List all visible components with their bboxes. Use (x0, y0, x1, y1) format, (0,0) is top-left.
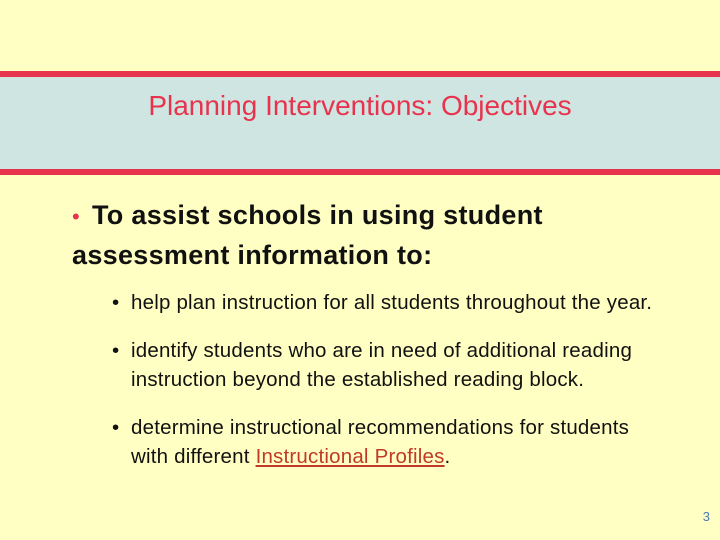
bullet-icon: • (112, 291, 120, 314)
instructional-profiles-link[interactable]: Instructional Profiles (255, 445, 445, 468)
slide-title: Planning Interventions: Objectives (148, 90, 572, 121)
sub-bullet-item (112, 288, 672, 317)
page-number: 3 (702, 509, 710, 524)
title-band (0, 71, 720, 175)
bullet-icon: • (112, 416, 120, 439)
main-bullet (72, 196, 672, 274)
sub-bullet-text: help plan instruction for all students throughout the year. (131, 291, 653, 314)
sub-bullet-text: determine instructional recommendations for students with different (131, 416, 630, 468)
sub-bullet-list (112, 288, 672, 490)
bullet-icon: • (72, 204, 81, 229)
sub-bullet-item (112, 336, 672, 394)
sub-bullet-text: identify students who are in need of additional reading instruction beyond the established reading block. (131, 339, 633, 391)
sub-bullet-item (112, 413, 672, 471)
bullet-icon: • (112, 339, 120, 362)
sub-bullet-text-end: . (444, 445, 451, 468)
main-bullet-text: To assist schools in using student assessment information to: (72, 200, 543, 270)
